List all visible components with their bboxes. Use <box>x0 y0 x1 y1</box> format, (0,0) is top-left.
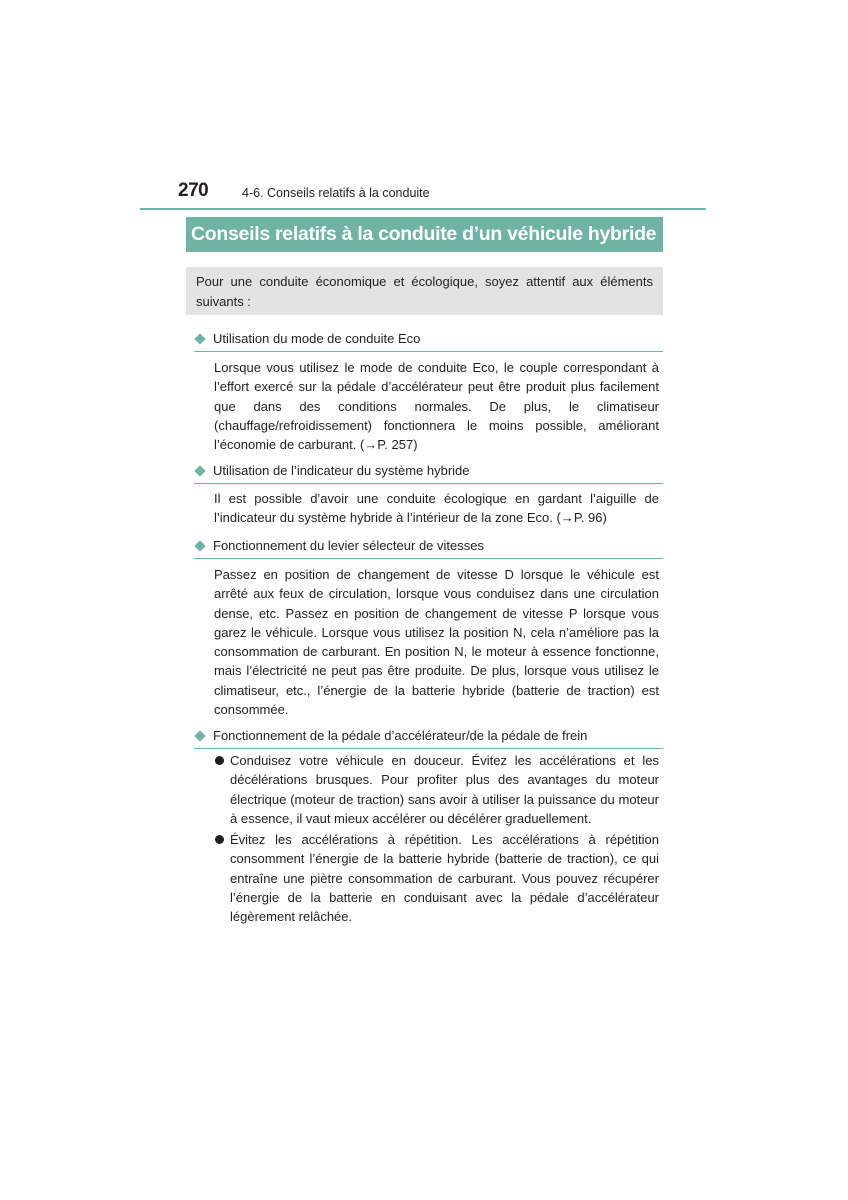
subheading-label: Fonctionnement de la pédale d’accélérateur/de la pédale de frein <box>213 728 588 743</box>
diamond-bullet-icon <box>194 465 205 476</box>
diamond-bullet-icon <box>194 730 205 741</box>
paragraph-shift-lever: Passez en position de changement de vitesse D lorsque le véhicule est arrêté aux feux de circulation, lorsque vous conduisez dans une circulation dense, etc. Passez en position de changement de vitesse P lorsque vous garez le véhicule. Lorsque vous utilisez la position N, cela n’améliore pas la consommation de carburant. En position N, le moteur à essence fonctionne, mais l’électricité ne peut pas être produite. De plus, lorsque vous utilisez le climatiseur, etc., l’énergie de la batterie hybride (batterie de traction) est consommée. <box>214 567 659 718</box>
subheading-pedals <box>194 726 663 749</box>
section-title: 4-6. Conseils relatifs à la conduite <box>242 186 430 200</box>
list-item-text: Évitez les accélérations à répétition. Les accélérations à répétition consomment l’énergie de la batterie hybride (batterie de traction), ce qui entraîne une piètre consommation de carburant. Vous pouvez récupérer l’énergie de la batterie en conduisant avec la pédale d’accélérateur légèrement relâchée. <box>230 832 659 925</box>
paragraph-hybrid-indicator: Il est possible d’avoir une conduite écologique en gardant l’aiguille de l’indicateur du système hybride à l’intérieur de la zone Eco. (→P. 96) <box>214 491 659 526</box>
subheading-shift-lever <box>194 536 663 559</box>
diamond-bullet-icon <box>194 540 205 551</box>
subheading-label: Utilisation du mode de conduite Eco <box>213 331 421 346</box>
subheading-label: Utilisation de l’indicateur du système hybride <box>213 463 470 478</box>
subheading-eco-mode <box>194 329 663 352</box>
list-item-text: Conduisez votre véhicule en douceur. Évitez les accélérations et les décélérations brusques. Pour profiter plus des avantages du moteur électrique (moteur de traction) sans avoir à utiliser la puissance du moteur à essence, il vaut mieux accélérer ou décélérer graduellement. <box>230 753 659 826</box>
paragraph-eco-mode: Lorsque vous utilisez le mode de conduite Eco, le couple correspondant à l’effort exercé sur la pédale d’accélérateur peut être produit plus facilement que dans des conditions normales. De plus, le climatiseur (chauffage/refroidissement) fonctionnera le moins possible, améliorant l’économie de carburant. (→P. 257) <box>214 360 659 453</box>
page-number: 270 <box>178 180 209 201</box>
list-item <box>214 830 659 926</box>
page-title: Conseils relatifs à la conduite d’un véhicule hybride <box>186 217 663 252</box>
page-header <box>140 176 706 210</box>
bullet-dot-icon <box>215 756 224 765</box>
subheading-label: Fonctionnement du levier sélecteur de vitesses <box>213 538 484 553</box>
intro-box: Pour une conduite économique et écologique, soyez attentif aux éléments suivants : <box>186 267 663 315</box>
diamond-bullet-icon <box>194 333 205 344</box>
subheading-hybrid-indicator <box>194 461 663 484</box>
bullet-dot-icon <box>215 835 224 844</box>
list-item <box>214 751 659 828</box>
